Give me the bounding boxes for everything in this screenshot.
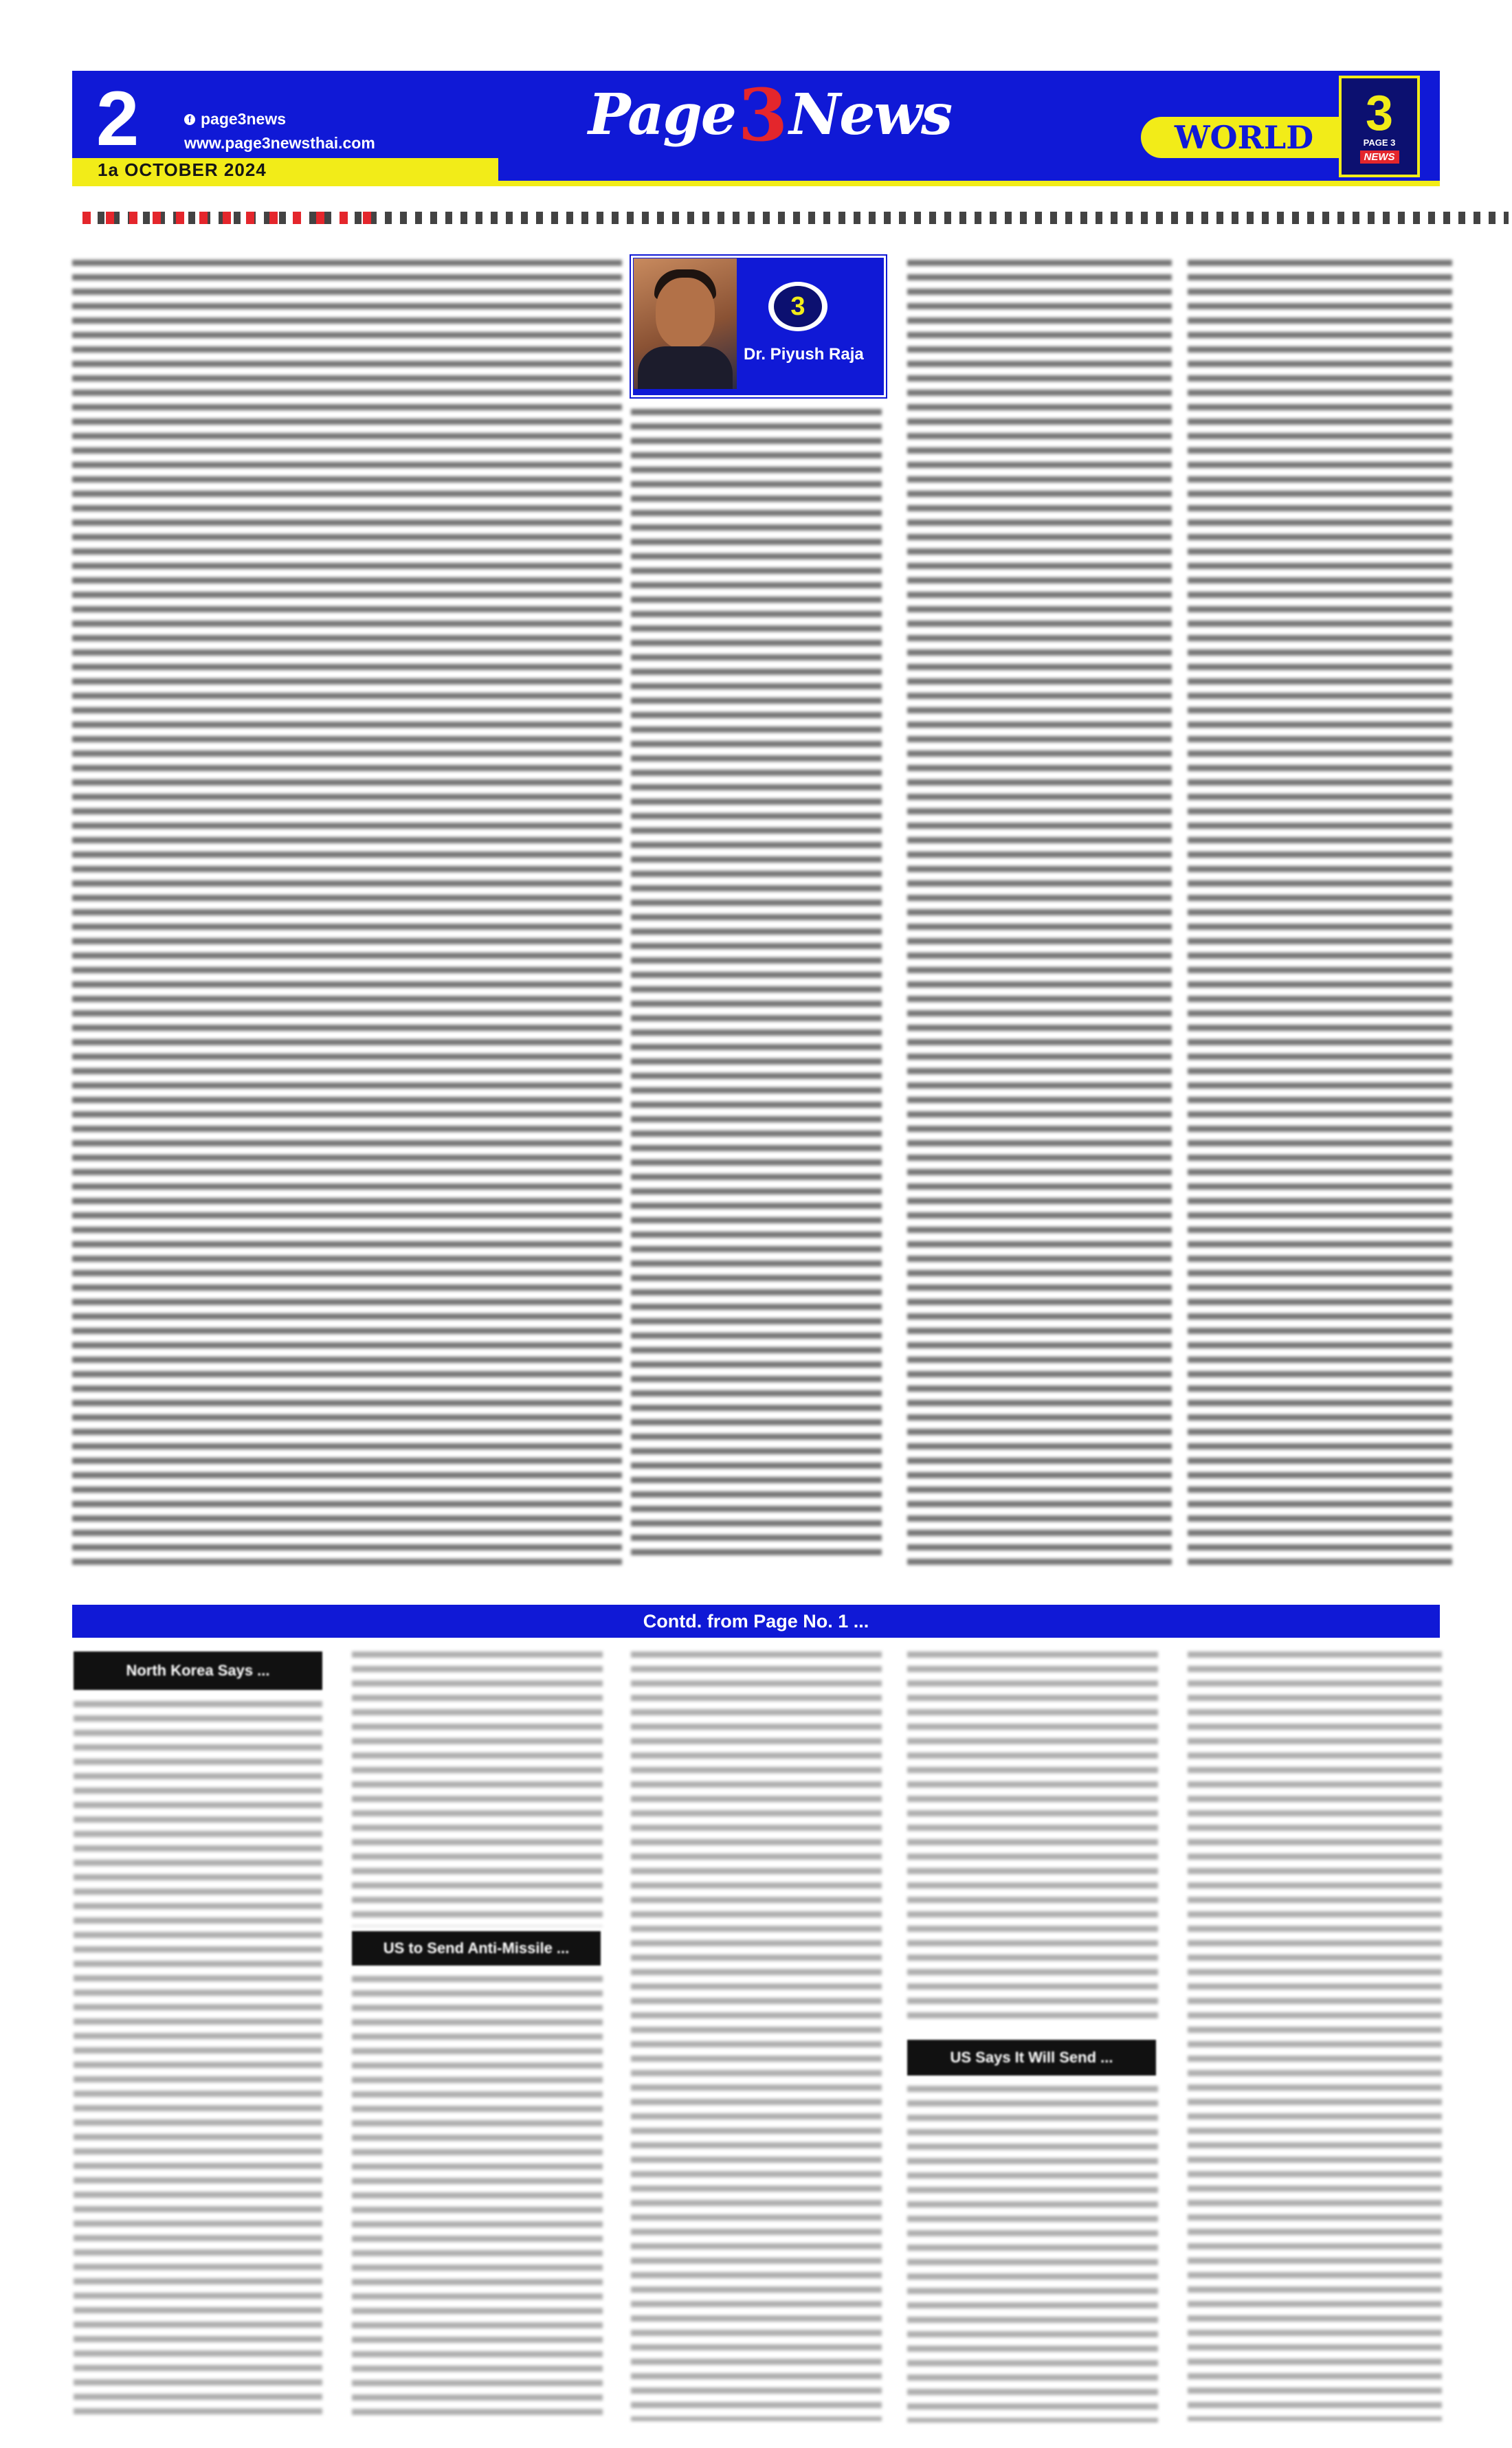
page-number: 2 [96, 76, 140, 162]
continued-text-col-4a [907, 1651, 1158, 2023]
newspaper-logo [588, 72, 952, 157]
badge-news: NEWS [1360, 151, 1399, 164]
subhead-us-send: US to Send Anti-Missile ... [352, 1931, 601, 1966]
logo-left: Page [588, 82, 735, 148]
continued-text-col-2a [352, 1651, 603, 1926]
author-photo [634, 258, 737, 389]
author-photo-face [656, 278, 715, 349]
author-photo-suit [638, 346, 733, 389]
issue-date: 1a OCTOBER 2024 [98, 159, 267, 180]
article-text-col-4 [1188, 260, 1452, 1566]
facebook-handle-row[interactable] [184, 110, 286, 129]
continued-text-col-2b [352, 1976, 603, 2423]
badge-sub: PAGE 3 [1363, 137, 1396, 148]
dotted-divider-accent [82, 212, 371, 224]
section-tab [1141, 117, 1347, 158]
continued-text-col-3 [631, 1651, 882, 2421]
article-text-col-3 [907, 260, 1172, 1566]
article-text-col-1 [72, 260, 622, 1566]
logo-right: News [789, 82, 952, 148]
masthead-rule [72, 181, 1440, 186]
badge-number: 3 [1365, 86, 1394, 141]
subhead-us-says: US Says It Will Send ... [907, 2040, 1156, 2076]
continued-text-col-5 [1188, 1651, 1442, 2421]
subhead-north-korea: North Korea Says ... [74, 1651, 322, 1690]
page3-badge [1339, 76, 1420, 177]
facebook-handle: page3news [201, 110, 286, 128]
continued-text-col-4b [907, 2086, 1158, 2423]
section-label: WORLD [1174, 119, 1314, 156]
continued-text-col-1 [74, 1701, 322, 2423]
article-text-col-2 [631, 409, 882, 1564]
continued-banner [72, 1605, 1440, 1638]
facebook-icon: f [184, 114, 195, 125]
author-logo-mark: 3 [774, 286, 822, 327]
continued-label: Contd. from Page No. 1 ... [643, 1610, 869, 1632]
logo-three: 3 [737, 72, 787, 157]
author-name: Dr. Piyush Raja [744, 345, 864, 364]
author-logo [768, 282, 827, 331]
website-link[interactable]: www.page3newsthai.com [184, 134, 375, 152]
